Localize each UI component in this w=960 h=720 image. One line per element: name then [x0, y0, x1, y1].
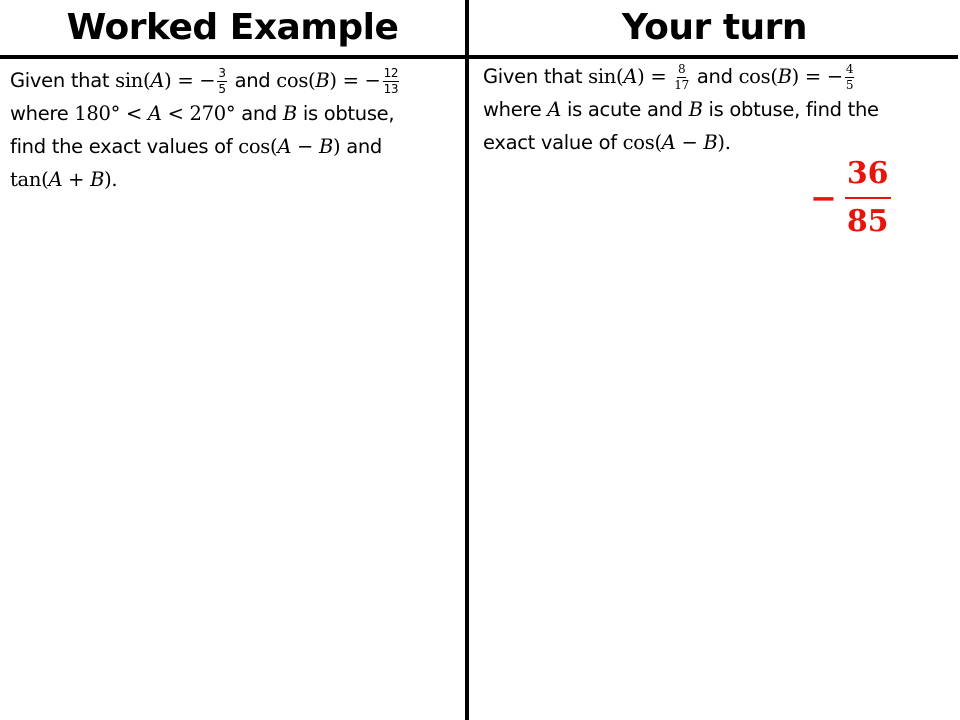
question-line-2 [483, 93, 953, 126]
question-line-4 [10, 163, 465, 196]
text: Given that [10, 69, 116, 92]
math-var-a: A [48, 168, 63, 191]
math-var-b: B [703, 131, 718, 154]
math-sin: sin( [115, 69, 151, 92]
answer [810, 155, 891, 241]
math: ). [104, 168, 118, 191]
column-divider [465, 0, 469, 720]
header-worked-example: Worked Example [66, 7, 399, 48]
math-eq: = − [798, 65, 843, 88]
math-var-b: B [688, 98, 703, 121]
text: and [228, 69, 277, 92]
math-var-b: B [777, 65, 792, 88]
math: − [291, 135, 319, 158]
fraction-den: 13 [383, 82, 399, 96]
question-line-3 [10, 130, 465, 163]
math: − [675, 131, 704, 154]
math-var-a: A [277, 135, 292, 158]
text: find the exact values of [10, 135, 239, 158]
math: ) [637, 65, 645, 88]
question-line-1 [10, 64, 465, 97]
your-turn-question [483, 60, 953, 159]
text: is obtuse, find the [702, 98, 879, 121]
fraction-num: 4 [845, 62, 854, 76]
question-line-2 [10, 97, 465, 130]
header-your-turn: Your turn [621, 7, 808, 48]
text: is obtuse, [296, 102, 395, 125]
math: ) [333, 135, 341, 158]
math-cos: cos( [622, 131, 662, 154]
text: where [10, 102, 75, 125]
math-sin: sin( [588, 65, 624, 88]
text: is acute and [561, 98, 689, 121]
math-cos: cos( [738, 65, 778, 88]
header-divider [0, 55, 958, 59]
text: where [483, 98, 548, 121]
text: and [340, 135, 382, 158]
math: 180° < [74, 102, 148, 125]
math: ). [717, 131, 731, 154]
math-var-b: B [282, 102, 297, 125]
worked-example-question [10, 64, 465, 196]
math-var-b: B [90, 168, 105, 191]
math: ) [329, 69, 337, 92]
text: and [235, 102, 283, 125]
question-line-1 [483, 60, 953, 93]
math-eq: = − [171, 69, 216, 92]
math-cos: cos( [276, 69, 316, 92]
answer-sign: − [810, 179, 837, 217]
fraction [217, 66, 226, 97]
math-var-a: A [547, 98, 562, 121]
text: Given that [483, 65, 589, 88]
math: < 270° [161, 102, 236, 125]
math-var-b: B [315, 69, 330, 92]
fraction [674, 62, 689, 93]
math-var-b: B [318, 135, 333, 158]
math-cos: cos( [238, 135, 278, 158]
fraction-den: 17 [674, 78, 689, 92]
math-var-a: A [623, 65, 638, 88]
math-var-a: A [147, 102, 162, 125]
fraction-num: 12 [383, 66, 399, 80]
math-eq: = − [336, 69, 381, 92]
math-var-a: A [150, 69, 165, 92]
fraction-den: 5 [845, 78, 854, 92]
math: ) [164, 69, 172, 92]
text: and [690, 65, 739, 88]
math-var-a: A [661, 131, 676, 154]
answer-fraction [845, 155, 891, 241]
math-eq: = [644, 65, 673, 88]
fraction [383, 66, 400, 97]
fraction-num: 8 [677, 62, 686, 76]
answer-denominator: 85 [846, 204, 889, 239]
fraction-num: 3 [218, 66, 226, 80]
math: + [62, 168, 91, 191]
answer-numerator: 36 [845, 155, 891, 199]
math: ) [791, 65, 799, 88]
fraction [845, 62, 854, 93]
math-tan: tan( [10, 168, 49, 191]
fraction-den: 5 [218, 82, 226, 96]
text: exact value of [483, 131, 623, 154]
